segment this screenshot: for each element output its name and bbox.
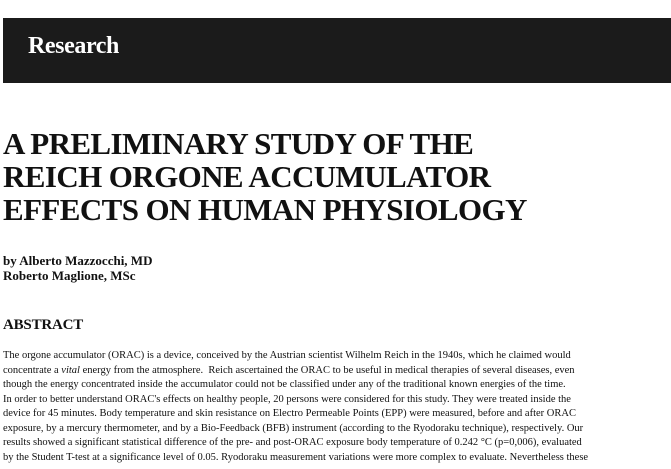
abstract-line: results showed a significant statistical difference of the pre- and post-ORAC exposure body temperature of 0.242 °C (p=0,006), evaluated: [3, 437, 582, 448]
abstract-line: by the Student T-test at a significance level of 0.05. Ryodoraku measurement variations were more complex to evaluate. Nevertheless these: [3, 451, 589, 463]
article-title-line: EFFECTS ON HUMAN PHYSIOLOGY: [3, 192, 527, 227]
author-name: Roberto Maglione, MSc: [3, 268, 136, 283]
abstract-line: In order to better understand ORAC's effects on healthy people, 20 persons were considered for this study. They were treated inside the: [3, 393, 571, 405]
abstract-line: though the energy concentrated inside the accumulator could not be classified under any of the traditional known energies of the time.: [3, 379, 566, 390]
section-banner: [3, 18, 671, 83]
abstract-text: [3, 349, 627, 465]
abstract-line-with-emphasis: concentrate a vital energy from the atmosphere. Reich ascertained the ORAC to be useful in medical therapies of several diseases, even: [3, 364, 575, 376]
author-byline: by Alberto Mazzocchi, MD: [3, 253, 153, 268]
author-list: [3, 253, 152, 283]
abstract-line: The orgone accumulator (ORAC) is a device, conceived by the Austrian scientist Wilhelm Reich in the 1940s, which he claimed would: [3, 350, 571, 361]
abstract-line: device for 45 minutes. Body temperature and skin resistance on Electro Permeable Points (EPP) were measured, before and after ORAC: [3, 408, 576, 419]
article-title: [3, 127, 653, 226]
abstract-heading: ABSTRACT: [3, 317, 84, 333]
article-title-line: A PRELIMINARY STUDY OF THE: [3, 126, 474, 161]
abstract-line: exposure, by a mercury thermometer, and by a Bio-Feedback (BFB) instrument (according to the Ryodoraku technique), respectively. Our: [3, 422, 584, 434]
section-label: Research: [28, 33, 119, 59]
article-title-line: REICH ORGONE ACCUMULATOR: [3, 159, 491, 194]
